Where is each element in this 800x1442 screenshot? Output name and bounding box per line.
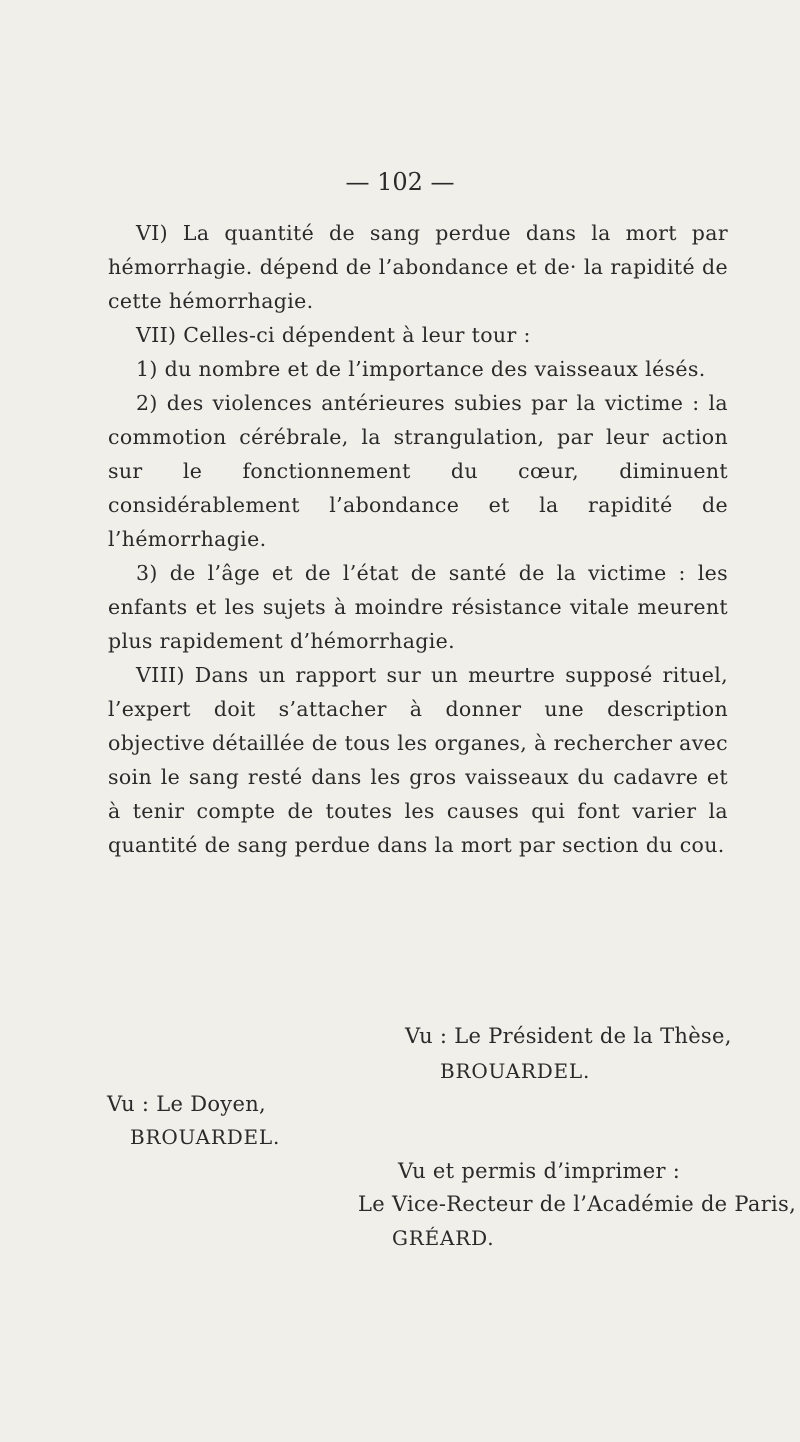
- body-text: [108, 216, 728, 862]
- paragraph-vii: VII) Celles-ci dépendent à leur tour :: [136, 323, 531, 347]
- paragraph-item-2: 2) des violences antérieures subies par la victime : la commotion cérébrale, la strangulation, par leur action sur le fonctionnement du cœur, diminuent considérablement l’abondance et la rapidité de l’hémorrhagie.: [108, 391, 728, 551]
- signature-permis-line: Vu et permis d’imprimer :: [398, 1159, 681, 1183]
- signature-president-name: BROUARDEL.: [440, 1059, 591, 1083]
- signature-recteur-line: Le Vice-Recteur de l’Académie de Paris,: [358, 1192, 797, 1216]
- signature-president-line: Vu : Le Président de la Thèse,: [405, 1024, 732, 1048]
- paragraph-item-1: 1) du nombre et de l’importance des vaisseaux lésés.: [136, 357, 706, 381]
- paragraph-vi: VI) La quantité de sang perdue dans la mort par hémorrhagie. dépend de l’abondance et de· la rapidité de cette hémorrhagie.: [108, 221, 728, 313]
- signature-recteur-name: GRÉARD.: [392, 1226, 495, 1250]
- signature-doyen-line: Vu : Le Doyen,: [107, 1092, 266, 1116]
- paragraph-viii: VIII) Dans un rapport sur un meurtre supposé rituel, l’expert doit s’attacher à donner une description objective détaillée de tous les organes, à rechercher avec soin le sang resté dans les gros vaisseaux du cadavre et à tenir compte de toutes les causes qui font varier la quantité de sang perdue dans la mort par section du cou.: [108, 663, 728, 857]
- signature-doyen-name: BROUARDEL.: [130, 1125, 281, 1149]
- page-number: — 102 —: [345, 168, 455, 196]
- paragraph-item-3: 3) de l’âge et de l’état de santé de la victime : les enfants et les sujets à moindre résistance vitale meurent plus rapidement d’hémorrhagie.: [108, 561, 728, 653]
